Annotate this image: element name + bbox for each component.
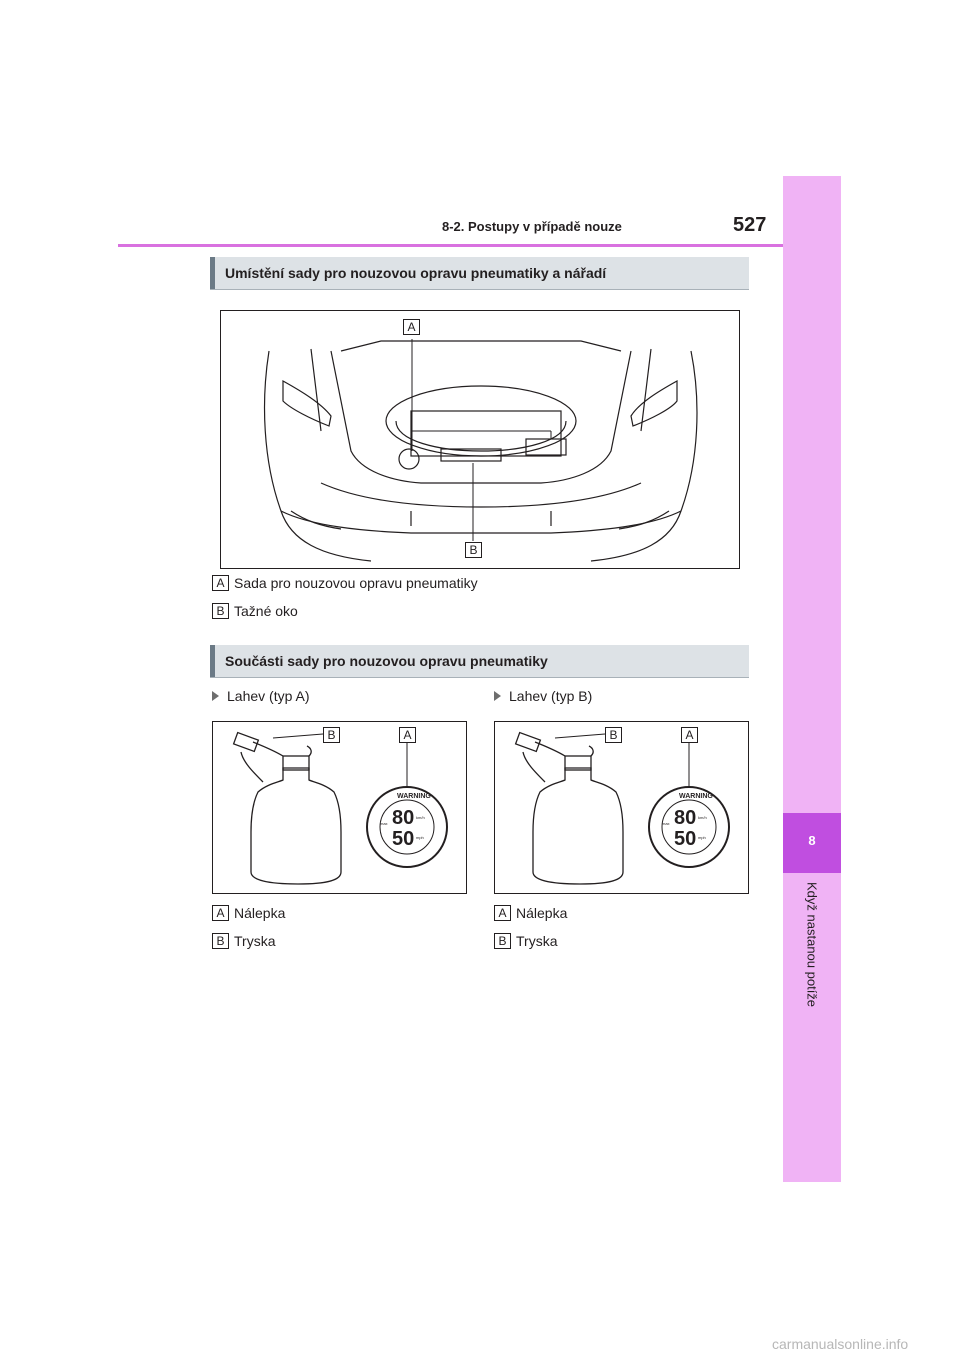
- bottle-illustration: [213, 722, 466, 893]
- section-heading-location: [210, 257, 749, 289]
- legend-tag: B: [212, 933, 229, 949]
- watermark: carmanualsonline.info: [772, 1336, 909, 1352]
- sticker-warning: WARNING: [397, 793, 431, 800]
- figure-tag-b: B: [605, 727, 622, 743]
- legend-text: Nálepka: [516, 905, 568, 921]
- legend-text: Nálepka: [234, 905, 286, 921]
- legend-tag: B: [494, 933, 511, 949]
- sticker-unit-mph: mph: [698, 835, 706, 840]
- figure-tag-a: A: [403, 319, 420, 335]
- legend-tag: A: [212, 905, 229, 921]
- section-title: Umístění sady pro nouzovou opravu pneumatiky a nářadí: [225, 265, 607, 281]
- sticker-mph: 50: [392, 828, 415, 850]
- sticker-kmh: 80: [674, 807, 697, 829]
- section-heading-components: [210, 645, 749, 677]
- bottle-figure-type-a: [212, 721, 467, 894]
- section-title: Součásti sady pro nouzovou opravu pneumatiky: [225, 653, 548, 669]
- sticker-kmh: 80: [392, 807, 415, 829]
- sticker-unit-mph: mph: [416, 835, 424, 840]
- sticker-mph: 50: [674, 828, 697, 850]
- sticker-unit-kmh: km/h: [698, 815, 707, 820]
- sticker-unit-kmh: km/h: [416, 815, 425, 820]
- column-heading: [494, 688, 592, 704]
- sticker-warning: WARNING: [679, 793, 713, 800]
- legend-text: Tryska: [516, 933, 558, 949]
- legend-tag: B: [212, 603, 229, 619]
- trunk-illustration: [221, 311, 739, 568]
- legend-text: Tryska: [234, 933, 276, 949]
- legend-item: [494, 933, 557, 949]
- bullet-arrow-icon: [494, 691, 501, 701]
- figure-tag-b: B: [465, 542, 482, 558]
- running-header: 8-2. Postupy v případě nouze: [442, 219, 622, 234]
- sticker-max: max: [380, 821, 388, 826]
- chapter-label: Když nastanou potíže: [804, 882, 820, 1008]
- bottle-figure-type-b: [494, 721, 749, 894]
- figure-tag-a: A: [681, 727, 698, 743]
- legend-tag: A: [494, 905, 511, 921]
- legend-tag: A: [212, 575, 229, 591]
- trunk-figure: [220, 310, 740, 569]
- chapter-number: 8: [808, 833, 816, 848]
- legend-item: [494, 905, 567, 921]
- legend-item: [212, 933, 275, 949]
- figure-tag-a: A: [399, 727, 416, 743]
- legend-text: Sada pro nouzovou opravu pneumatiky: [234, 575, 478, 591]
- legend-text: Tažné oko: [234, 603, 298, 619]
- column-heading: [212, 688, 310, 704]
- bottle-illustration: [495, 722, 748, 893]
- legend-item: [212, 603, 298, 619]
- figure-tag-b: B: [323, 727, 340, 743]
- page-number: 527: [733, 214, 767, 236]
- legend-item: [212, 575, 478, 591]
- sticker-max: max: [662, 821, 670, 826]
- column-heading-text: Lahev (typ A): [227, 688, 310, 704]
- column-heading-text: Lahev (typ B): [509, 688, 593, 704]
- legend-item: [212, 905, 285, 921]
- header-rule: [118, 244, 783, 247]
- chapter-label-wrap: [783, 882, 841, 1032]
- bullet-arrow-icon: [212, 691, 219, 701]
